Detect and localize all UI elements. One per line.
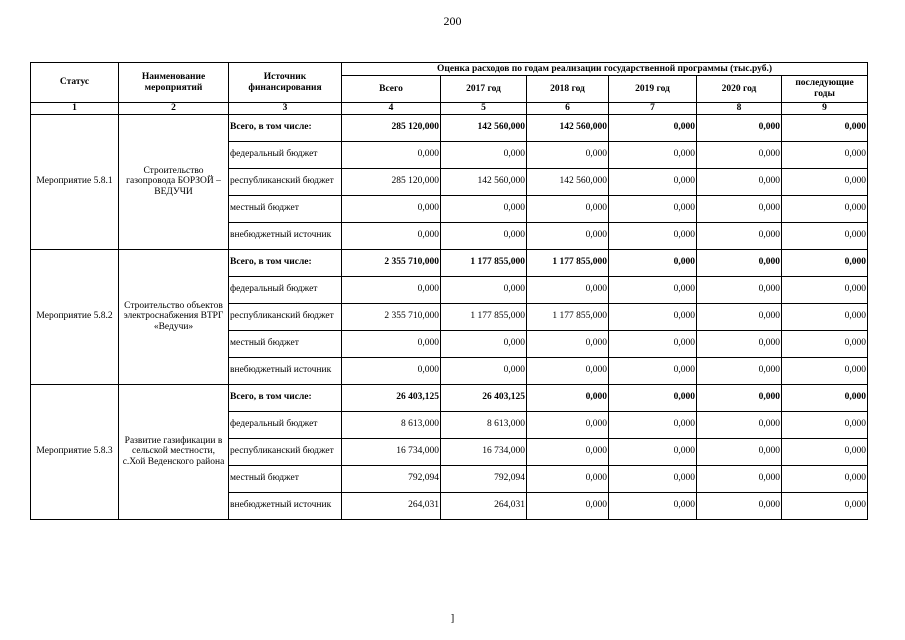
amount-cell: 0,000 xyxy=(609,222,697,249)
amount-cell: 0,000 xyxy=(697,492,782,519)
amount-cell: 0,000 xyxy=(527,438,609,465)
amount-cell: 142 560,000 xyxy=(441,168,527,195)
amount-cell: 0,000 xyxy=(342,276,441,303)
amount-cell: 0,000 xyxy=(527,222,609,249)
amount-cell: 0,000 xyxy=(527,276,609,303)
amount-cell: 0,000 xyxy=(697,411,782,438)
amount-cell: 0,000 xyxy=(441,222,527,249)
header-row xyxy=(31,63,868,76)
table-row xyxy=(31,114,868,141)
amount-cell: 0,000 xyxy=(342,195,441,222)
amount-cell: 0,000 xyxy=(782,384,868,411)
measure-name: Развитие газификации в сельской местности, с.Хой Веденского района xyxy=(119,384,229,519)
amount-cell: 0,000 xyxy=(441,141,527,168)
amount-cell: 285 120,000 xyxy=(342,114,441,141)
amount-cell: 0,000 xyxy=(782,249,868,276)
amount-cell: 0,000 xyxy=(697,141,782,168)
header-status: Статус xyxy=(31,63,119,103)
amount-cell: 0,000 xyxy=(441,195,527,222)
amount-cell: 0,000 xyxy=(782,114,868,141)
program-expense-table xyxy=(30,62,868,520)
funding-source: внебюджетный источник xyxy=(229,492,342,519)
amount-cell: 142 560,000 xyxy=(527,114,609,141)
amount-cell: 0,000 xyxy=(342,141,441,168)
amount-cell: 0,000 xyxy=(697,195,782,222)
amount-cell: 0,000 xyxy=(609,276,697,303)
table-row xyxy=(31,384,868,411)
amount-cell: 0,000 xyxy=(609,384,697,411)
amount-cell: 0,000 xyxy=(697,168,782,195)
amount-cell: 0,000 xyxy=(697,114,782,141)
amount-cell: 0,000 xyxy=(697,222,782,249)
amount-cell: 792,094 xyxy=(342,465,441,492)
column-number: 8 xyxy=(697,103,782,115)
amount-cell: 0,000 xyxy=(782,411,868,438)
column-number: 9 xyxy=(782,103,868,115)
amount-cell: 0,000 xyxy=(609,249,697,276)
funding-source: внебюджетный источник xyxy=(229,357,342,384)
header-2018: 2018 год xyxy=(527,76,609,103)
header-2019: 2019 год xyxy=(609,76,697,103)
funding-source: местный бюджет xyxy=(229,330,342,357)
header-estimate: Оценка расходов по годам реализации государственной программы (тыс.руб.) xyxy=(342,63,868,76)
header-later: последующие годы xyxy=(782,76,868,103)
funding-source: федеральный бюджет xyxy=(229,411,342,438)
amount-cell: 0,000 xyxy=(609,357,697,384)
amount-cell: 0,000 xyxy=(527,330,609,357)
header-total: Всего xyxy=(342,76,441,103)
amount-cell: 16 734,000 xyxy=(342,438,441,465)
amount-cell: 0,000 xyxy=(609,168,697,195)
amount-cell: 0,000 xyxy=(782,195,868,222)
amount-cell: 0,000 xyxy=(342,357,441,384)
measure-status: Мероприятие 5.8.3 xyxy=(31,384,119,519)
column-number: 7 xyxy=(609,103,697,115)
amount-cell: 792,094 xyxy=(441,465,527,492)
amount-cell: 0,000 xyxy=(782,222,868,249)
amount-cell: 0,000 xyxy=(697,330,782,357)
amount-cell: 0,000 xyxy=(697,303,782,330)
amount-cell: 0,000 xyxy=(527,492,609,519)
header-name: Наименование мероприятий xyxy=(119,63,229,103)
amount-cell: 8 613,000 xyxy=(342,411,441,438)
amount-cell: 0,000 xyxy=(609,303,697,330)
amount-cell: 142 560,000 xyxy=(441,114,527,141)
amount-cell: 16 734,000 xyxy=(441,438,527,465)
amount-cell: 1 177 855,000 xyxy=(527,249,609,276)
column-number: 3 xyxy=(229,103,342,115)
funding-source: местный бюджет xyxy=(229,465,342,492)
amount-cell: 0,000 xyxy=(782,357,868,384)
funding-source: республиканский бюджет xyxy=(229,438,342,465)
amount-cell: 0,000 xyxy=(782,303,868,330)
amount-cell: 0,000 xyxy=(782,141,868,168)
funding-source: внебюджетный источник xyxy=(229,222,342,249)
amount-cell: 0,000 xyxy=(697,276,782,303)
measure-name: Строительство газопровода БОРЗОЙ – ВЕДУЧИ xyxy=(119,114,229,249)
measure-name: Строительство объектов электроснабжения ВТРГ «Ведучи» xyxy=(119,249,229,384)
amount-cell: 0,000 xyxy=(527,195,609,222)
amount-cell: 0,000 xyxy=(342,222,441,249)
amount-cell: 1 177 855,000 xyxy=(527,303,609,330)
funding-source: республиканский бюджет xyxy=(229,303,342,330)
amount-cell: 0,000 xyxy=(527,465,609,492)
amount-cell: 26 403,125 xyxy=(342,384,441,411)
footer-mark: ] xyxy=(450,612,455,624)
amount-cell: 0,000 xyxy=(609,114,697,141)
amount-cell: 0,000 xyxy=(697,465,782,492)
column-number-row xyxy=(31,103,868,115)
column-number: 2 xyxy=(119,103,229,115)
header-2020: 2020 год xyxy=(697,76,782,103)
amount-cell: 0,000 xyxy=(782,276,868,303)
amount-cell: 0,000 xyxy=(342,330,441,357)
amount-cell: 0,000 xyxy=(782,465,868,492)
amount-cell: 26 403,125 xyxy=(441,384,527,411)
amount-cell: 0,000 xyxy=(609,195,697,222)
measure-status: Мероприятие 5.8.2 xyxy=(31,249,119,384)
amount-cell: 0,000 xyxy=(609,492,697,519)
amount-cell: 264,031 xyxy=(342,492,441,519)
header-2017: 2017 год xyxy=(441,76,527,103)
funding-source: Всего, в том числе: xyxy=(229,249,342,276)
amount-cell: 0,000 xyxy=(609,438,697,465)
amount-cell: 0,000 xyxy=(782,492,868,519)
amount-cell: 264,031 xyxy=(441,492,527,519)
funding-source: Всего, в том числе: xyxy=(229,114,342,141)
measure-status: Мероприятие 5.8.1 xyxy=(31,114,119,249)
amount-cell: 1 177 855,000 xyxy=(441,303,527,330)
funding-source: Всего, в том числе: xyxy=(229,384,342,411)
amount-cell: 0,000 xyxy=(697,384,782,411)
amount-cell: 0,000 xyxy=(527,141,609,168)
table-row xyxy=(31,249,868,276)
page-number: 200 xyxy=(443,14,462,28)
amount-cell: 0,000 xyxy=(441,276,527,303)
table-body xyxy=(31,114,868,519)
amount-cell: 2 355 710,000 xyxy=(342,303,441,330)
column-number: 6 xyxy=(527,103,609,115)
funding-source: республиканский бюджет xyxy=(229,168,342,195)
amount-cell: 0,000 xyxy=(697,357,782,384)
amount-cell: 0,000 xyxy=(782,168,868,195)
amount-cell: 0,000 xyxy=(609,330,697,357)
amount-cell: 285 120,000 xyxy=(342,168,441,195)
amount-cell: 0,000 xyxy=(527,357,609,384)
amount-cell: 2 355 710,000 xyxy=(342,249,441,276)
amount-cell: 0,000 xyxy=(697,438,782,465)
amount-cell: 8 613,000 xyxy=(441,411,527,438)
funding-source: федеральный бюджет xyxy=(229,276,342,303)
amount-cell: 0,000 xyxy=(527,411,609,438)
amount-cell: 0,000 xyxy=(609,141,697,168)
amount-cell: 1 177 855,000 xyxy=(441,249,527,276)
column-number: 4 xyxy=(342,103,441,115)
amount-cell: 0,000 xyxy=(527,384,609,411)
funding-source: местный бюджет xyxy=(229,195,342,222)
column-number: 5 xyxy=(441,103,527,115)
column-number: 1 xyxy=(31,103,119,115)
amount-cell: 0,000 xyxy=(441,330,527,357)
amount-cell: 0,000 xyxy=(609,465,697,492)
amount-cell: 0,000 xyxy=(609,411,697,438)
amount-cell: 0,000 xyxy=(441,357,527,384)
amount-cell: 0,000 xyxy=(782,330,868,357)
funding-source: федеральный бюджет xyxy=(229,141,342,168)
amount-cell: 0,000 xyxy=(782,438,868,465)
amount-cell: 0,000 xyxy=(697,249,782,276)
amount-cell: 142 560,000 xyxy=(527,168,609,195)
header-source: Источник финансирования xyxy=(229,63,342,103)
